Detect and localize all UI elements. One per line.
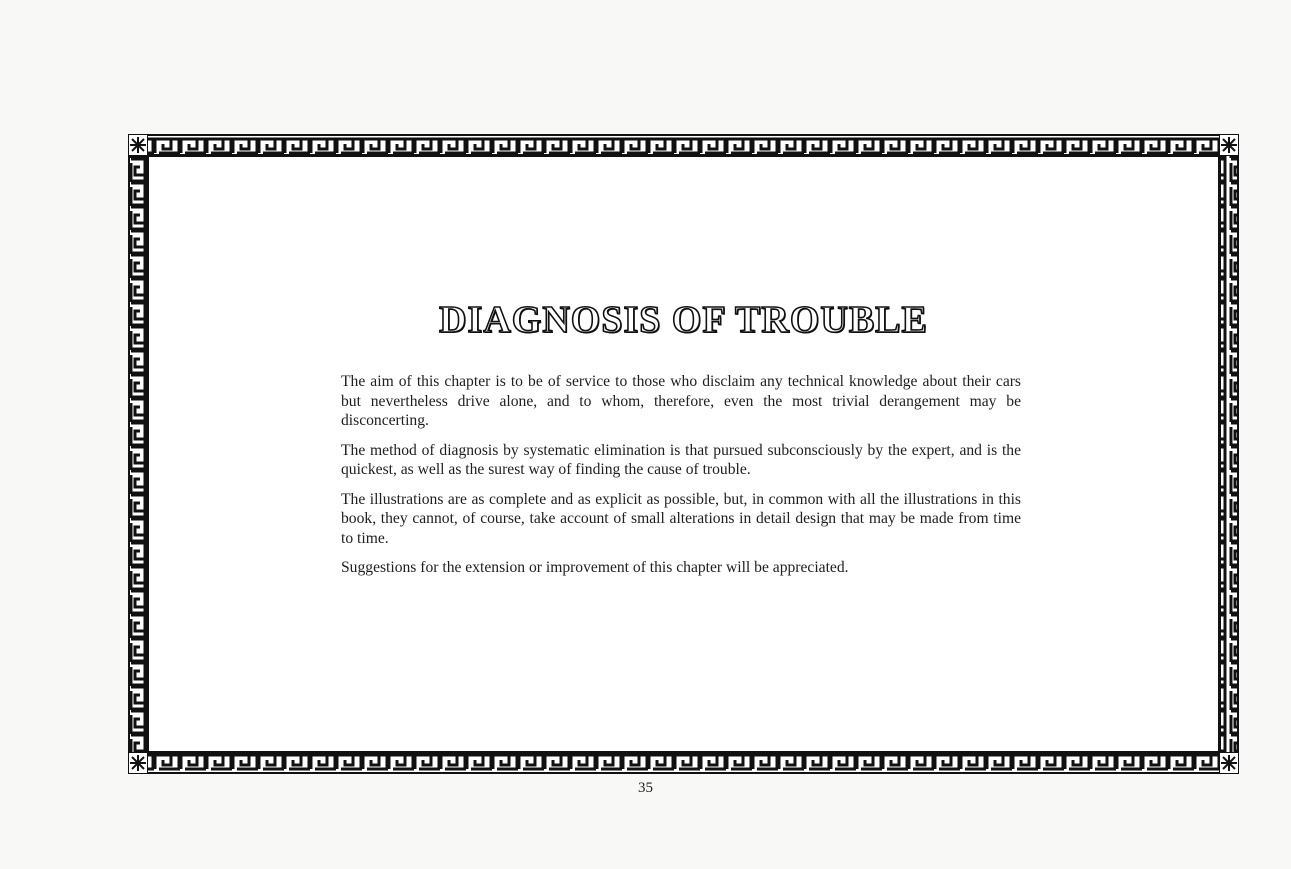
greek-key-border [128,134,1239,774]
corner-ornament-top-left [129,135,147,155]
corner-ornament-bottom-left [129,753,147,773]
paragraph-method: The method of diagnosis by systematic elimination is that pursued subconsciously by the expert, and is the quickest, as well as the surest way of finding the cause of trouble. [341,441,1021,478]
paragraph-aim: The aim of this chapter is to be of service to those who disclaim any technical knowledge about their cars but nevertheless drive alone, and to whom, therefore, even the most trivial derangement may be disconcerting. [341,373,1021,429]
chapter-introduction [341,372,1021,588]
paragraph-illustrations: The illustrations are as complete and as explicit as possible, but, in common with all the illustrations in this book, they cannot, of course, take account of small alterations in detail design that may be made from time to time. [341,490,1021,547]
corner-ornament-top-right [1220,135,1238,155]
corner-ornament-bottom-right [1220,753,1238,773]
page-number: 35 [638,780,653,796]
paragraph-suggestions: Suggestions for the extension or improvement of this chapter will be appreciated. [341,559,849,576]
chapter-title: DIAGNOSIS OF TROUBLE [439,299,928,341]
